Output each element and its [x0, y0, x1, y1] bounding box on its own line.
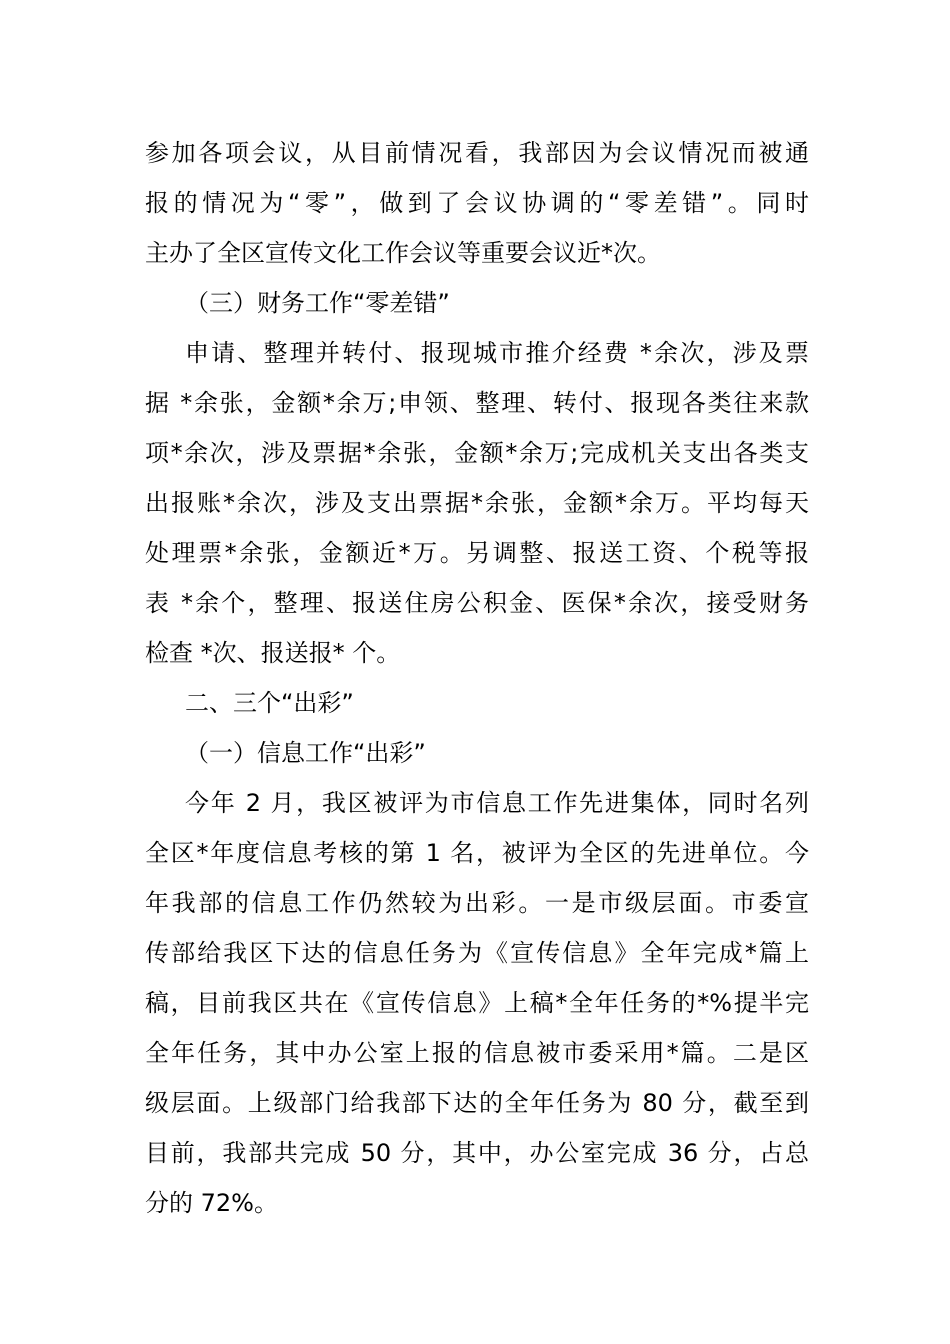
text-line: 年我部的信息工作仍然较为出彩。一是市级层面。市委宣	[145, 889, 809, 917]
section-heading: （三）财务工作“零差错”	[185, 289, 450, 317]
text-line: 主办了全区宣传文化工作会议等重要会议近*次。	[145, 239, 661, 267]
text-line: 全年任务，其中办公室上报的信息被市委采用*篇。二是区	[145, 1039, 809, 1067]
text-line: 申请、整理并转付、报现城市推介经费 *余次，涉及票	[185, 339, 809, 367]
text-line: 目前，我部共完成 50 分，其中，办公室完成 36 分，占总	[145, 1139, 809, 1167]
text-line: 项*余次，涉及票据*余张，金额*余万;完成机关支出各类支	[145, 439, 809, 467]
text-line: 传部给我区下达的信息任务为《宣传信息》全年完成*篇上	[145, 939, 809, 967]
text-line: 分的 72%。	[145, 1189, 278, 1217]
text-line: 参加各项会议，从目前情况看，我部因为会议情况而被通	[145, 139, 809, 167]
text-line: 表 *余个，整理、报送住房公积金、医保*余次，接受财务	[145, 589, 809, 617]
text-line: 检查 *次、报送报* 个。	[145, 639, 401, 667]
text-line: 出报账*余次，涉及支出票据*余张，金额*余万。平均每天	[145, 489, 809, 517]
document-body	[145, 128, 809, 1228]
text-line: 全区*年度信息考核的第 1 名，被评为全区的先进单位。今	[145, 839, 809, 867]
text-line: 处理票*余张，金额近*万。另调整、报送工资、个税等报	[145, 539, 809, 567]
section-heading: 二、三个“出彩”	[185, 689, 354, 717]
text-line: 级层面。上级部门给我部下达的全年任务为 80 分，截至到	[145, 1089, 809, 1117]
subsection-heading: （一）信息工作“出彩”	[185, 739, 426, 767]
text-line: 稿，目前我区共在《宣传信息》上稿*全年任务的*%提半完	[145, 989, 809, 1017]
text-line: 今年 2 月，我区被评为市信息工作先进集体，同时名列	[185, 789, 809, 817]
text-line: 据 *余张，金额*余万;申领、整理、转付、报现各类往来款	[145, 389, 809, 417]
text-line: 报的情况为“零”，做到了会议协调的“零差错”。同时	[145, 189, 809, 217]
